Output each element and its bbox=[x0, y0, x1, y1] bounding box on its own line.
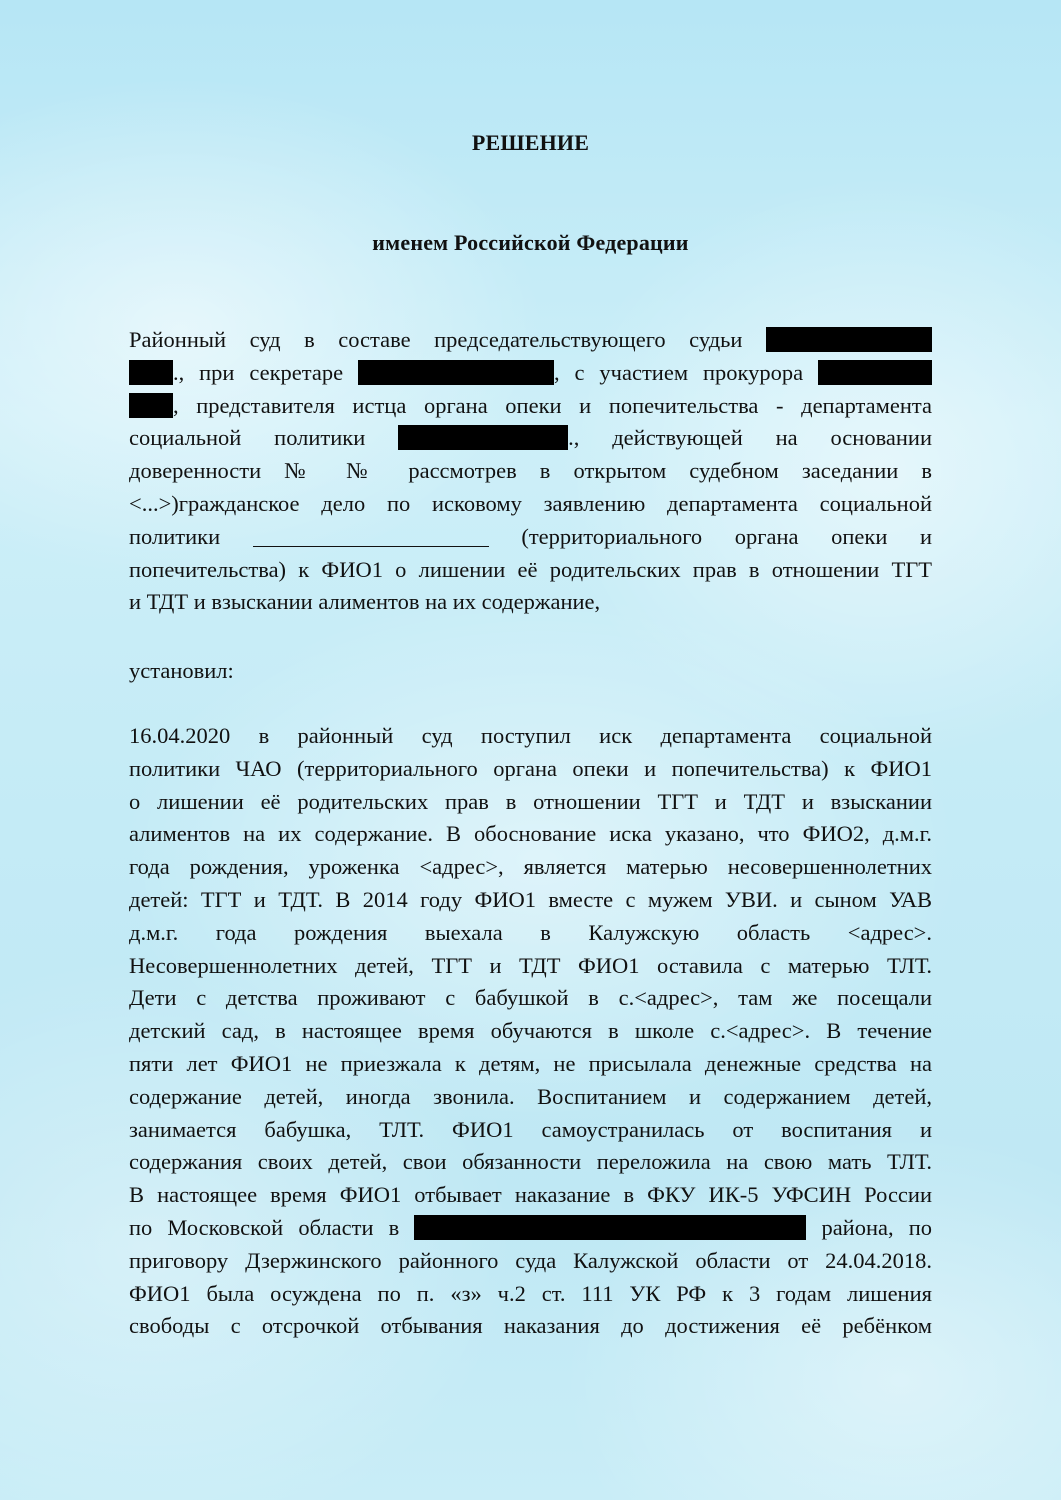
document-title: РЕШЕНИЕ bbox=[471, 130, 590, 155]
text-line: детский сад, в настоящее время обучаются в школе с.<адрес>. В течение bbox=[129, 1018, 932, 1044]
text-line bbox=[129, 422, 932, 455]
text-line: попечительства) к ФИО1 о лишении её родительских прав в отношении ТГТ bbox=[129, 556, 932, 582]
text-line: ФИО1 была осуждена по п. «з» ч.2 ст. 111 УК РФ к 3 годам лишения bbox=[129, 1280, 932, 1306]
text-line: <...>)гражданское дело по исковому заявлению департамента социальной bbox=[129, 490, 932, 516]
text-line: и ТДТ и взыскании алиментов на их содержание, bbox=[129, 589, 601, 615]
text-line: доверенности № № рассмотрев в открытом судебном заседании в bbox=[129, 458, 932, 484]
redaction-bar bbox=[414, 1215, 806, 1240]
established-label bbox=[129, 655, 932, 688]
text-line: 16.04.2020 в районный суд поступил иск департамента социальной bbox=[129, 723, 932, 748]
text-line: свободы с отсрочкой отбывания наказания до достижения её ребёнком bbox=[129, 1313, 932, 1339]
redaction-bar bbox=[766, 327, 932, 352]
redaction-bar bbox=[129, 393, 173, 418]
text-line bbox=[129, 324, 932, 357]
blank-underline bbox=[253, 526, 489, 547]
line-text: социальной политики bbox=[129, 425, 366, 451]
text-line: д.м.г. года рождения выехала в Калужскую область <адрес>. bbox=[129, 919, 932, 945]
line-text: (территориального органа опеки и bbox=[521, 523, 932, 549]
text-line bbox=[129, 521, 932, 554]
line-text: по Московской области в bbox=[129, 1214, 400, 1240]
redaction-bar bbox=[358, 360, 554, 385]
redaction-bar bbox=[398, 425, 568, 450]
text-line bbox=[129, 1212, 932, 1245]
text-line: года рождения, уроженка <адрес>, является матерью несовершеннолетних bbox=[129, 854, 932, 880]
text-line: содержание детей, иногда звонила. Воспитанием и содержанием детей, bbox=[129, 1083, 932, 1109]
line-text: ., действующей на основании bbox=[568, 425, 933, 451]
text-line: содержания своих детей, свои обязанности переложила на свою мать ТЛТ. bbox=[129, 1149, 932, 1175]
text-line bbox=[129, 390, 932, 423]
line-text: , с участием прокурора bbox=[554, 359, 804, 385]
line-text: , представителя истца органа опеки и попечительства - департамента bbox=[173, 392, 932, 418]
text-line: занимается бабушка, ТЛТ. ФИО1 самоустранилась от воспитания и bbox=[129, 1116, 932, 1142]
text-line: детей: ТГТ и ТДТ. В 2014 году ФИО1 вместе с мужем УВИ. и сыном УАВ bbox=[129, 886, 932, 912]
text-line bbox=[129, 357, 932, 390]
redaction-bar bbox=[129, 360, 173, 385]
redaction-bar bbox=[818, 360, 932, 385]
text-line: установил: bbox=[129, 658, 234, 683]
text-line: Несовершеннолетних детей, ТГТ и ТДТ ФИО1 оставила с матерью ТЛТ. bbox=[129, 952, 932, 978]
text-line: о лишении её родительских прав в отношении ТГТ и ТДТ и взыскании bbox=[129, 788, 932, 814]
line-text: ., при секретаре bbox=[173, 359, 344, 385]
text-line: алиментов на их содержание. В обоснование иска указано, что ФИО2, д.м.г. bbox=[129, 821, 932, 847]
text-line: Дети с детства проживают с бабушкой в с.<адрес>, там же посещали bbox=[129, 985, 932, 1011]
line-text: Районный суд в составе председательствующего судьи bbox=[129, 327, 743, 352]
text-line: приговору Дзержинского районного суда Калужской области от 24.04.2018. bbox=[129, 1247, 932, 1273]
document-subtitle: именем Российской Федерации bbox=[372, 230, 689, 255]
text-line: пяти лет ФИО1 не приезжала к детям, не присылала денежные средства на bbox=[129, 1050, 932, 1076]
text-line: В настоящее время ФИО1 отбывает наказание в ФКУ ИК-5 УФСИН России bbox=[129, 1182, 932, 1208]
line-text: политики bbox=[129, 523, 221, 549]
line-text: района, по bbox=[821, 1214, 932, 1240]
body-paragraph bbox=[129, 720, 932, 1343]
text-line: политики ЧАО (территориального органа опеки и попечительства) к ФИО1 bbox=[129, 755, 932, 781]
intro-paragraph bbox=[129, 324, 932, 619]
